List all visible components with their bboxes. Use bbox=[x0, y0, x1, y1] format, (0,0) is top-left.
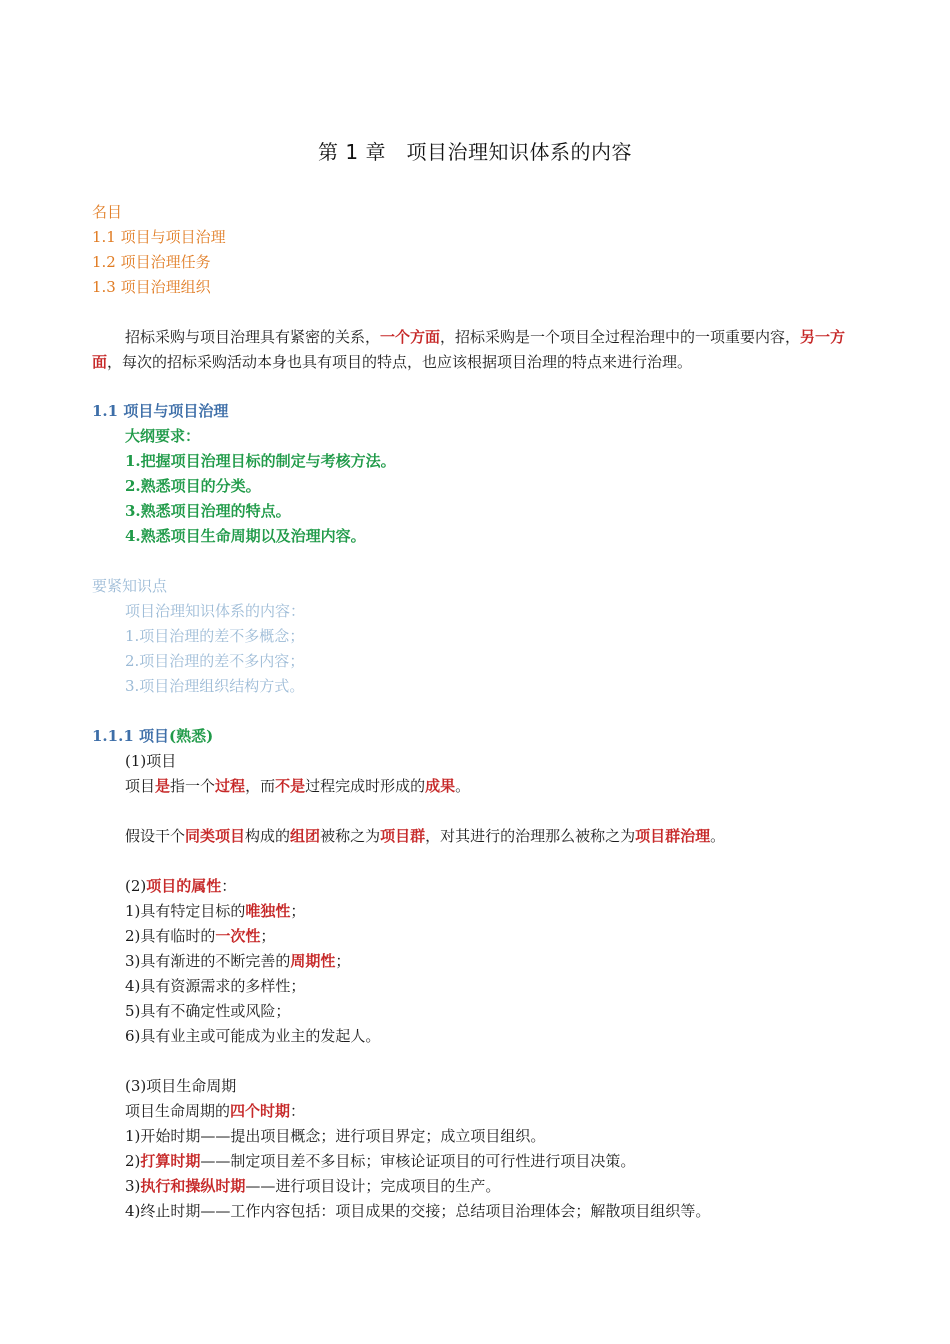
section-heading-1-1: 1.1 项目与项目治理 bbox=[92, 402, 229, 420]
attributes-label: (2)项目的属性： bbox=[125, 877, 237, 895]
attribute-item: 5)具有不确定性或风险； bbox=[125, 1002, 291, 1020]
toc-item[interactable]: 1.1 项目与项目治理 bbox=[92, 228, 226, 246]
intro-paragraph: 招标采购与项目治理具有紧密的关系，一个方面，招标采购是一个项目全过程治理中的一项重要内容，另一方面，每次的招标采购活动本身也具有项目的特点，也应该根据项目治理的特点来进行治理。 bbox=[92, 328, 846, 371]
lifecycle-phase: 2)打算时期——制定项目差不多目标；审核论证项目的可行性进行项目决策。 bbox=[125, 1152, 636, 1170]
key-points-heading: 要紧知识点 bbox=[92, 577, 168, 595]
lifecycle-phase: 1)开始时期——提出项目概念；进行项目界定；成立项目组织。 bbox=[125, 1127, 546, 1145]
lifecycle-label: (3)项目生命周期 bbox=[125, 1077, 237, 1095]
key-point-item: 1.项目治理的差不多概念； bbox=[125, 627, 305, 645]
section-heading-1-1-1: 1.1.1 项目(熟悉) bbox=[92, 727, 214, 745]
key-point-item: 2.项目治理的差不多内容； bbox=[125, 652, 305, 670]
chapter-title: 第 1 章 项目治理知识体系的内容 bbox=[318, 140, 632, 164]
outline-title: 大纲要求： bbox=[125, 427, 201, 445]
key-point-item: 3.项目治理组织结构方式。 bbox=[125, 677, 305, 695]
attribute-item: 1)具有特定目标的唯独性； bbox=[125, 902, 306, 920]
outline-item: 4.熟悉项目生命周期以及治理内容。 bbox=[125, 527, 366, 545]
project-group-definition: 假设干个同类项目构成的组团被称之为项目群，对其进行的治理那么被称之为项目群治理。 bbox=[125, 827, 726, 845]
attribute-item: 3)具有渐进的不断完善的周期性； bbox=[125, 952, 351, 970]
outline-item: 2.熟悉项目的分类。 bbox=[125, 477, 261, 495]
attribute-item: 6)具有业主或可能成为业主的发起人。 bbox=[125, 1027, 381, 1045]
toc-item[interactable]: 1.2 项目治理任务 bbox=[92, 253, 211, 271]
lifecycle-phase: 3)执行和操纵时期——进行项目设计；完成项目的生产。 bbox=[125, 1177, 501, 1195]
outline-item: 1.把握项目治理目标的制定与考核方法。 bbox=[125, 452, 396, 470]
lifecycle-intro: 项目生命周期的四个时期： bbox=[125, 1102, 306, 1120]
attribute-item: 2)具有临时的一次性； bbox=[125, 927, 276, 945]
lifecycle-phase: 4)终止时期——工作内容包括：项目成果的交接；总结项目治理体会；解散项目组织等。 bbox=[125, 1202, 711, 1220]
project-definition: 项目是指一个过程，而不是过程完成时形成的成果。 bbox=[125, 777, 471, 795]
attribute-item: 4)具有资源需求的多样性； bbox=[125, 977, 306, 995]
toc-item[interactable]: 1.3 项目治理组织 bbox=[92, 278, 211, 296]
outline-item: 3.熟悉项目治理的特点。 bbox=[125, 502, 291, 520]
subsection-label: (1)项目 bbox=[125, 752, 177, 770]
toc-heading: 名目 bbox=[92, 203, 123, 221]
key-point-item: 项目治理知识体系的内容： bbox=[125, 602, 306, 620]
